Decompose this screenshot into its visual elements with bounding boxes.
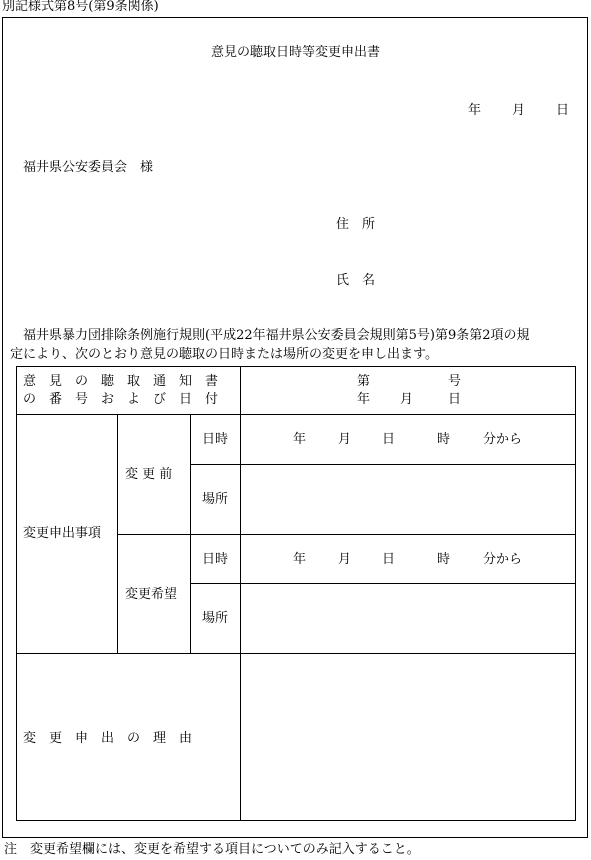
table-rule — [16, 653, 576, 654]
notice-year-label: 年 — [357, 392, 371, 407]
addressee: 福井県公安委員会 様 — [23, 160, 154, 175]
desired-dt-hour: 時 — [437, 552, 451, 567]
notice-label-line1: 意 見 の 聴 取 通 知 書 — [23, 374, 219, 389]
desired-change-label: 変更希望 — [125, 587, 178, 602]
date-month-label: 月 — [512, 103, 526, 118]
table-rule — [240, 366, 241, 821]
before-dt-day: 日 — [382, 432, 396, 447]
before-dt-year: 年 — [293, 432, 307, 447]
form-number-label: 別記様式第8号(第9条関係) — [2, 0, 159, 14]
desired-dt-day: 日 — [382, 552, 396, 567]
notice-label-line2: の 番 号 お よ び 日 付 — [23, 392, 219, 407]
notice-no-suffix: 号 — [448, 374, 462, 389]
date-day-label: 日 — [556, 103, 570, 118]
notice-month-label: 月 — [400, 392, 414, 407]
footnote: 注 変更希望欄には、変更を希望する項目についてのみ記入すること。 — [4, 842, 420, 857]
table-rule — [190, 464, 576, 465]
table-rule — [190, 414, 191, 654]
desired-place-label: 場所 — [202, 611, 229, 626]
reason-label: 変 更 申 出 の 理 由 — [23, 731, 193, 746]
intro-line-1: 福井県暴力団排除条例施行規則(平成22年福井県公安委員会規則第5号)第9条第2項の規 — [23, 328, 530, 343]
form-frame — [2, 17, 588, 838]
table-border-top — [16, 366, 576, 367]
notice-day-label: 日 — [448, 392, 462, 407]
table-rule — [117, 414, 118, 654]
notice-no-prefix: 第 — [357, 374, 371, 389]
before-place-label: 場所 — [202, 492, 229, 507]
table-border-bottom — [16, 820, 576, 821]
before-change-label: 変 更 前 — [125, 467, 173, 482]
change-items-label: 変更申出事項 — [23, 526, 102, 541]
desired-dt-year: 年 — [293, 552, 307, 567]
table-rule — [190, 583, 576, 584]
desired-dt-minute-from: 分から — [483, 552, 523, 567]
date-year-label: 年 — [468, 103, 482, 118]
intro-paragraph — [10, 326, 580, 364]
name-label: 氏 名 — [336, 273, 376, 288]
before-datetime-label: 日時 — [202, 432, 229, 447]
table-rule — [117, 534, 576, 535]
intro-line-2: 定により、次のとおり意見の聴取の日時または場所の変更を申し出ます。 — [10, 347, 438, 362]
before-dt-hour: 時 — [437, 432, 451, 447]
address-label: 住 所 — [336, 217, 376, 232]
desired-dt-month: 月 — [338, 552, 352, 567]
table-border-right — [575, 366, 576, 821]
document-title: 意見の聴取日時等変更申出書 — [210, 45, 380, 60]
table-rule — [16, 414, 576, 415]
table-border-left — [16, 366, 17, 821]
before-dt-month: 月 — [338, 432, 352, 447]
desired-datetime-label: 日時 — [202, 552, 229, 567]
before-dt-minute-from: 分から — [483, 432, 523, 447]
